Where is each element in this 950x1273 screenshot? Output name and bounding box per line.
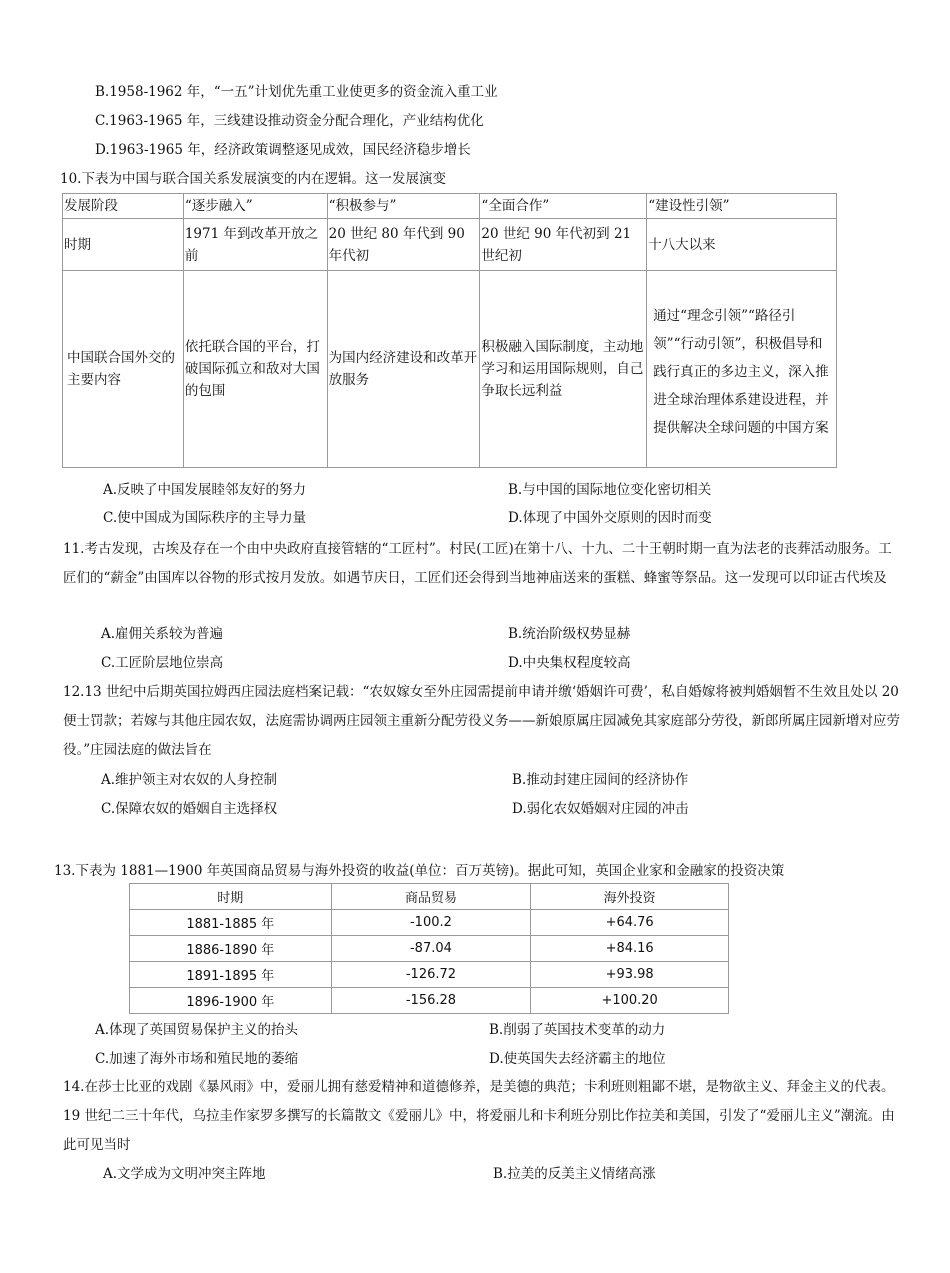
q13-cell: -126.72	[331, 962, 531, 988]
q10-row-label: 中国联合国外交的主要内容	[63, 271, 184, 468]
q11-option-c: C.工匠阶层地位崇高	[101, 655, 224, 671]
q9-option-d: D.1963-1965 年，经济政策调整逐见成效，国民经济稳步增长	[95, 142, 471, 158]
q13-header-row	[130, 884, 729, 910]
table-row	[130, 910, 729, 936]
q9-option-b: B.1958-1962 年，“一五”计划优先重工业使更多的资金流入重工业	[95, 84, 498, 100]
q10-cell: 十八大以来	[647, 219, 837, 271]
q10-period-row	[63, 219, 837, 271]
q14-option-a: A.文学成为文明冲突主阵地	[103, 1166, 266, 1182]
q13-stem: 13.下表为 1881—1900 年英国商品贸易与海外投资的收益(单位：百万英镑)。据此可知，英国企业家和金融家的投资决策	[54, 863, 785, 879]
q11-option-b: B.统治阶级权势显赫	[508, 626, 631, 642]
q13-option-c: C.加速了海外市场和殖民地的萎缩	[95, 1051, 299, 1067]
q13-cell: +84.16	[531, 936, 729, 962]
q13-cell: 1881-1885 年	[130, 910, 332, 936]
q10-option-d: D.体现了中国外交原则的因时而变	[508, 510, 712, 526]
q11-option-a: A.雇佣关系较为普遍	[101, 626, 224, 642]
q13-cell: +64.76	[531, 910, 729, 936]
q10-stem: 10.下表为中国与联合国关系发展演变的内在逻辑。这一发展演变	[60, 171, 446, 187]
q13-cell: 1896-1900 年	[130, 988, 332, 1014]
q13-cell: 1886-1890 年	[130, 936, 332, 962]
q13-header-cell: 时期	[130, 884, 332, 910]
q10-cell: 1971 年到改革开放之前	[183, 219, 327, 271]
q10-header-cell: “建设性引领”	[647, 194, 837, 219]
q12-option-a: A.维护领主对农奴的人身控制	[101, 772, 278, 788]
q12-option-d: D.弱化农奴婚姻对庄园的冲击	[512, 801, 689, 817]
q10-header-cell: “积极参与”	[327, 194, 480, 219]
q10-cell: 积极融入国际制度，主动地学习和运用国际规则，自己争取长远利益	[480, 271, 647, 468]
q10-header-cell: “逐步融入”	[183, 194, 327, 219]
q10-option-a: A.反映了中国发展睦邻友好的努力	[103, 482, 307, 498]
q10-content-row	[63, 271, 837, 468]
q12-stem: 12.13 世纪中后期英国拉姆西庄园法庭档案记载：“农奴嫁女至外庄园需提前申请并缴‘婚姻许可费’，私自婚嫁将被判婚姻暂不生效且处以 20 便士罚款；若嫁与其他庄园农奴，法庭需协调两庄园领主重新分配劳役义务——新娘原属庄园减免其家庭部分劳役，新郎所属庄园新增对应劳役。”庄园法庭的做法旨在	[63, 684, 900, 758]
q13-cell: +100.20	[531, 988, 729, 1014]
q13-option-a: A.体现了英国贸易保护主义的抬头	[95, 1022, 299, 1038]
q13-option-d: D.使英国失去经济霸主的地位	[489, 1051, 666, 1067]
q13-header-cell: 商品贸易	[331, 884, 531, 910]
q13-cell: +93.98	[531, 962, 729, 988]
q10-cell: 为国内经济建设和改革开放服务	[327, 271, 480, 468]
q10-table	[62, 193, 837, 468]
q10-header-cell: “全面合作”	[480, 194, 647, 219]
q10-option-b: B.与中国的国际地位变化密切相关	[508, 482, 712, 498]
q13-header-cell: 海外投资	[531, 884, 729, 910]
q10-cell: 通过“理念引领”“路径引领”“行动引领”，积极倡导和践行真正的多边主义，深入推进全球治理体系建设进程，并提供解决全球问题的中国方案	[647, 271, 837, 468]
q10-cell: 依托联合国的平台，打破国际孤立和敌对大国的包围	[183, 271, 327, 468]
q10-cell: 20 世纪 80 年代到 90 年代初	[327, 219, 480, 271]
q10-row-label: 时期	[63, 219, 184, 271]
table-row	[130, 962, 729, 988]
q13-option-b: B.削弱了英国技术变革的动力	[489, 1022, 666, 1038]
q13-table	[129, 883, 729, 1014]
q10-cell: 20 世纪 90 年代初到 21 世纪初	[480, 219, 647, 271]
q13-cell: -156.28	[331, 988, 531, 1014]
q10-header-row	[63, 194, 837, 219]
q11-stem: 11.考古发现，古埃及存在一个由中央政府直接管辖的“工匠村”。村民(工匠)在第十八、十九、二十王朝时期一直为法老的丧葬活动服务。工匠们的“薪金”由国库以谷物的形式按月发放。如遇节庆日，工匠们还会得到当地神庙送来的蛋糕、蜂蜜等祭品。这一发现可以印证古代埃及	[63, 541, 892, 586]
q9-option-c: C.1963-1965 年，三线建设推动资金分配合理化，产业结构优化	[95, 113, 484, 129]
q10-header-cell: 发展阶段	[63, 194, 184, 219]
q12-option-c: C.保障农奴的婚姻自主选择权	[101, 801, 278, 817]
q13-cell: -100.2	[331, 910, 531, 936]
q14-stem: 14.在莎士比亚的戏剧《暴风雨》中，爱丽儿拥有慈爱精神和道德修养，是美德的典范；卡利班则粗鄙不堪，是物欲主义、拜金主义的代表。19 世纪二三十年代，乌拉圭作家罗多撰写的长篇散文《爱丽儿》中，将爱丽儿和卡利班分别比作拉美和美国，引发了“爱丽儿主义”潮流。由此可见当时	[63, 1079, 895, 1153]
table-row	[130, 988, 729, 1014]
q12-option-b: B.推动封建庄园间的经济协作	[512, 772, 689, 788]
q11-option-d: D.中央集权程度较高	[508, 655, 631, 671]
table-row	[130, 936, 729, 962]
q14-option-b: B.拉美的反美主义情绪高涨	[493, 1166, 656, 1182]
q13-cell: 1891-1895 年	[130, 962, 332, 988]
q10-option-c: C.使中国成为国际秩序的主导力量	[103, 510, 307, 526]
q13-cell: -87.04	[331, 936, 531, 962]
